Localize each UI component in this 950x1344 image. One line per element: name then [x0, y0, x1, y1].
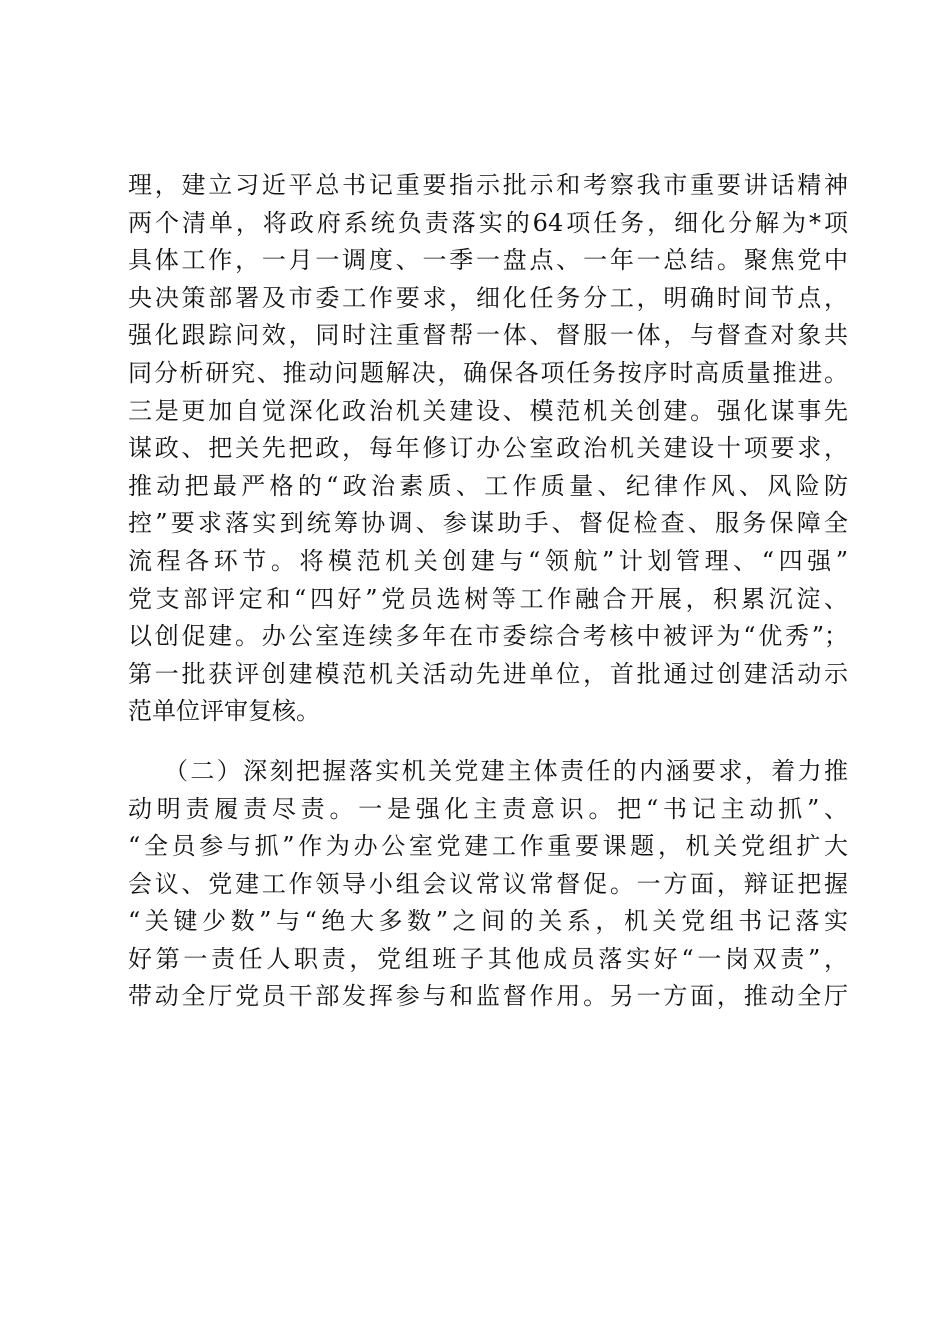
paragraph-line: 强化跟踪问效，同时注重督帮一体、督服一体，与督查对象共 [128, 321, 848, 350]
paragraph-line: （二）深刻把握落实机关党建主体责任的内涵要求，着力推 [164, 756, 848, 785]
paragraph-line: 同分析研究、推动问题解决，确保各项任务按序时高质量推进。 [128, 358, 848, 387]
paragraph-line: 会议、党建工作领导小组会议常议常督促。一方面，辩证把握 [128, 869, 848, 898]
paragraph-line: 以创促建。办公室连续多年在市委综合考核中被评为“优秀”； [128, 622, 848, 651]
document-body [128, 167, 848, 1016]
paragraph-line: 谋政、把关先把政，每年修订办公室政治机关建设十项要求， [128, 434, 848, 463]
paragraph-line: 控”要求落实到统筹协调、参谋助手、督促检查、服务保障全 [128, 509, 848, 538]
paragraph-line: 动明责履责尽责。一是强化主责意识。把“书记主动抓”、 [128, 794, 848, 823]
paragraph-line: 理，建立习近平总书记重要指示批示和考察我市重要讲话精神 [128, 171, 848, 199]
paragraph-line: 具体工作，一月一调度、一季一盘点、一年一总结。聚焦党中 [128, 246, 848, 275]
paragraph-line: “关键少数”与“绝大多数”之间的关系，机关党组书记落实 [128, 907, 848, 936]
paragraph-line: 流程各环节。将模范机关创建与“领航”计划管理、“四强” [128, 546, 848, 575]
paragraph-line: 带动全厅党员干部发挥参与和监督作用。另一方面，推动全厅 [128, 982, 848, 1011]
paragraph-1 [128, 167, 848, 731]
paragraph-line: 央决策部署及市委工作要求，细化任务分工，明确时间节点， [128, 283, 848, 312]
paragraph-line: 好第一责任人职责，党组班子其他成员落实好“一岗双责”， [128, 944, 848, 973]
paragraph-line: 两个清单，将政府系统负责落实的64项任务，细化分解为*项 [128, 208, 848, 237]
paragraph-line: 三是更加自觉深化政治机关建设、模范机关创建。强化谋事先 [128, 396, 848, 425]
paragraph-line: 第一批获评创建模范机关活动先进单位，首批通过创建活动示 [128, 659, 848, 688]
paragraph-line: 党支部评定和“四好”党员选树等工作融合开展，积累沉淀、 [128, 584, 848, 613]
paragraph-spacer [128, 731, 848, 753]
paragraph-line: “全员参与抓”作为办公室党建工作重要课题，机关党组扩大 [128, 832, 848, 861]
paragraph-2 [128, 753, 848, 1016]
paragraph-line: 范单位评审复核。 [128, 697, 320, 726]
paragraph-line: 推动把最严格的“政治素质、工作质量、纪律作风、风险防 [128, 471, 848, 500]
